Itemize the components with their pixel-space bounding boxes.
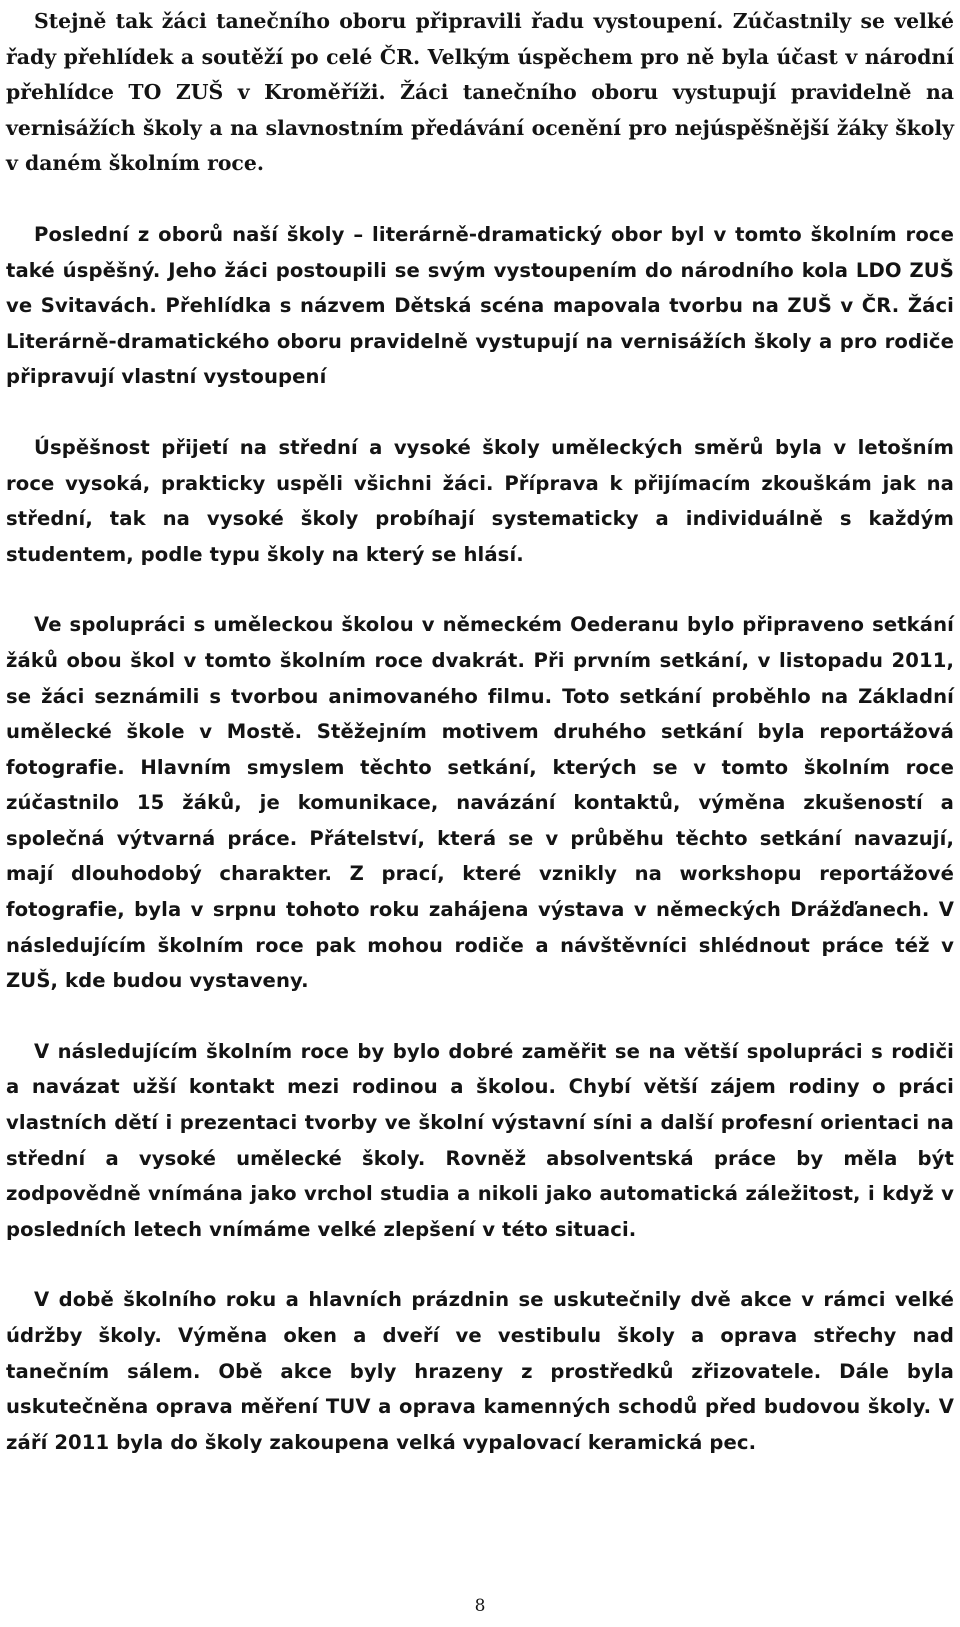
paragraph-admissions-success: Úspěšnost přijetí na střední a vysoké školy uměleckých směrů byla v letošním roce vysoká, prakticky uspěli všichni žáci. Příprava k přijímacím zkouškám jak na střední, tak na vysoké školy probíhají systematicky a individuálně s každým studentem, podle typu školy na který se hlásí. bbox=[6, 435, 954, 566]
paragraph-literary-drama-department: Poslední z oborů naší školy – literárně-dramatický obor byl v tomto školním roce také úspěšný. Jeho žáci postoupili se svým vystoupením do národního kola LDO ZUŠ ve Svitavách. Přehlídka s názvem Dětská scéna mapovala tvorbu na ZUŠ v ČR. Žáci Literárně-dramatického oboru pravidelně vystupují na vernisážích školy a pro rodiče připravují vlastní vystoupení bbox=[6, 222, 954, 389]
page-number: 8 bbox=[474, 1596, 486, 1616]
paragraph-school-maintenance: V době školního roku a hlavních prázdnin se uskutečnily dvě akce v rámci velké údržby školy. Výměna oken a dveří ve vestibulu školy a oprava střechy nad tanečním sálem. Obě akce byly hrazeny z prostředků zřizovatele. Dále byla uskutečněna oprava měření TUV a oprava kamenných schodů před budovou školy. V září 2011 byla do školy zakoupena velká vypalovací keramická pec. bbox=[6, 1288, 954, 1454]
paragraph-dance-department: Stejně tak žáci tanečního oboru připravili řadu vystoupení. Zúčastnily se velké řady přehlídek a soutěží po celé ČR. Velkým úspěchem pro ně byla účast v národní přehlídce TO ZUŠ v Kroměříži. Žáci tanečního oboru vystupují pravidelně na vernisážích školy a na slavnostním předávání ocenění pro nejúspěšnější žáky školy v daném školním roce. bbox=[6, 9, 954, 176]
paragraph-oederan-cooperation: Ve spolupráci s uměleckou školou v německém Oederanu bylo připraveno setkání žáků obou škol v tomto školním roce dvakrát. Při prvním setkání, v listopadu 2011, se žáci seznámili s tvorbou animovaného filmu. Toto setkání proběhlo na Základní umělecké škole v Mostě. Stěžejním motivem druhého setkání byla reportážová fotografie. Hlavním smyslem těchto setkání, kterých se v tomto školním roce zúčastnilo 15 žáků, je komunikace, navázání kontaktů, výměna zkušeností a společná výtvarná práce. Přátelství, která se v průběhu těchto setkání navazují, mají dlouhodobý charakter. Z prací, které vznikly na workshopu reportážové fotografie, byla v srpnu tohoto roku zahájena výstava v německých Drážďanech. V následujícím školním roce pak mohou rodiče a návštěvníci shlédnout práce též v ZUŠ, kde budou vystaveny. bbox=[6, 613, 954, 993]
paragraph-next-year-goals: V následujícím školním roce by bylo dobré zaměřit se na větší spolupráci s rodiči a navázat užší kontakt mezi rodinou a školou. Chybí větší zájem rodiny o práci vlastních dětí i prezentaci tvorby ve školní výstavní síni a další profesní orientaci na střední a vysoké umělecké školy. Rovněž absolventská práce by měla být zodpovědně vnímána jako vrchol studia a nikoli jako automatická záležitost, i když v posledních letech vnímáme velké zlepšení v této situaci. bbox=[6, 1039, 954, 1241]
